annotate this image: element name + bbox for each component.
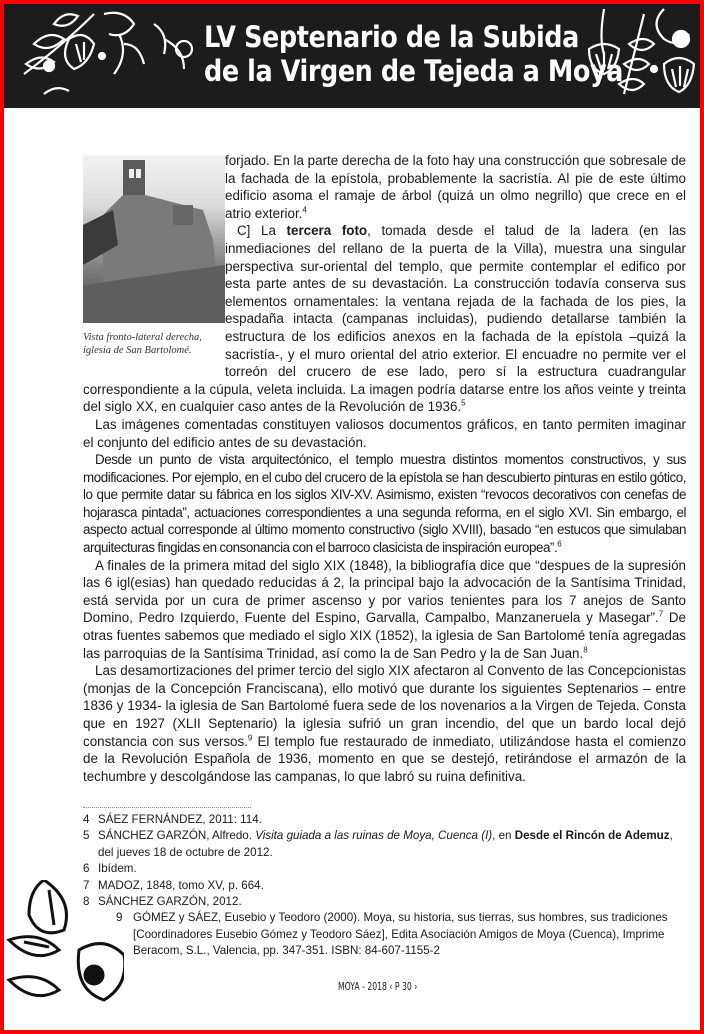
footnote-number: 8 [83, 895, 90, 909]
text-run: GÓMEZ y SÁEZ, Eusebio y Teodoro (2000). Moya, su historia, sus tierras, sus hombres, sus tradiciones [Coordinadores Eusebio Gómez y Teodoro Sáez], Edita Asociación Amigos de Moya (Cuenca), Imprime Beracom, S.L., Valencia, pp. 347-351. ISBN: 84-607-1155-2 [133, 911, 668, 958]
floral-ornament-icon [4, 880, 124, 1030]
figure-caption [83, 331, 225, 357]
church-image [83, 155, 225, 323]
footnote-number: 5 [83, 829, 90, 843]
paragraph [83, 451, 686, 557]
footnote [83, 812, 686, 828]
text-run: , en [492, 829, 515, 843]
text-run: forjado. En la parte derecha de la foto hay una construcción que sobresale de la fachada de la epístola, probablemente la sacristía. Al pie de este último edificio asoma el ramaje de árbol (quizá un olmo negrillo) que crece en el atrio exterior. [225, 153, 686, 221]
bold-text: tercera foto [286, 223, 368, 239]
text-run: A finales de la primera mitad del siglo XIX (1848), la bibliografía dice que “despues de la supresión las 6 igl(esias) han quedado reducidas á 2, la principal bajo la advocación de la Santísima Trinidad, está servida por un cura de primer ascenso y por varios tenientes para los 7 anejos de Santo Domino, Pedro Izquierdo, Fuente del Espino, Garvalla, Campalbo, Manzaneruela y Masegar”. [83, 557, 686, 626]
article-body [83, 152, 686, 785]
title-line-1: LV Septenario de la Subida [204, 20, 579, 54]
page-header-banner [4, 4, 700, 108]
text-run: Las desamortizaciones del primer tercio del siglo XIX afectaron al Convento de las Concepcionistas (monjas de la Concepción Franciscana), ello motivó que durante los siguientes Septenarios – entre 1836 y 1934- la iglesia de San Bartolomé fuera sede de los novenarios a la Virgen de Tejeda. Consta que en 1927 (XLII Septenario) la iglesia sufrió un gran incendio, del que un bardo local dejó constancia con sus versos. [83, 663, 686, 749]
text-run: , tomada desde el talud de la ladera (en las inmediaciones del rellano de la puerta de la Villa), muestra una singular perspectiva sur-oriental del templo, que permite contemplar el edifico por esta parte antes de su devastación. La construcción todavía conserva sus elementos ornamentales: la ventana rejada de la fachada de los pies, la espadaña intacta (campanas incluidas), pudiendo detallarse también la estructura de los edificios anexos en la fachada de la epístola –quizá la sacristía-, y el muro oriental del atrio exterior. El encuadre no permite ver el torreón del crucero de ese lado, pero sí la estructura cuadrangular correspondiente a la cúpula, veleta incluida. La imagen podría datarse entre los años veinte y treinta del siglo XX, en cualquier caso antes de la Revolución de 1936. [83, 223, 687, 415]
footnote-text [133, 910, 686, 959]
footnote [83, 878, 686, 894]
text-run: Las imágenes comentadas constituyen valiosos documentos gráficos, en tanto permiten imaginar el conjunto del edificio antes de su devastación. [83, 416, 686, 450]
footnote [83, 828, 686, 861]
text-run: SÁEZ FERNÁNDEZ, 2011: 114. [98, 813, 262, 826]
church-photo [83, 155, 225, 323]
footnote-text [98, 861, 137, 877]
text-run: , del jueves 18 de octubre de 2012. [98, 829, 673, 859]
footnote-ref: 7 [658, 609, 664, 619]
text-run: Ibídem. [98, 862, 137, 876]
caption-line: Vista fronto-lateral derecha, [83, 332, 202, 343]
caption-line: iglesia de San Bartolomé. [83, 345, 192, 356]
italic-text: Visita guiada a las ruinas de Moya, Cuenca (I) [255, 829, 493, 843]
footnote [83, 861, 686, 877]
footnote [83, 894, 686, 910]
text-run: Desde un punto de vista arquitectónico, el templo muestra distintos momentos constructivos, y sus modificaciones. Por ejemplo, en el cubo del crucero de la epístola se han descubierto pinturas en estilo gótico, lo que permite datar su fábrica en los siglos XIV-XV. Asimismo, existen “revocos decorativos con cenefas de hojarasca pintada”, actuaciones correspondientes a una segunda reforma, en el siglo XVI. Sin embargo, el aspecto actual corresponde al último momento constructivo (siglo XVIII), basado “en estucos que simulaban arquitecturas fingidas en consonancia con el barroco clasicista de inspiración europea”. [83, 452, 686, 556]
footnote-separator [83, 807, 251, 808]
footnote-ref: 4 [302, 205, 307, 215]
bold-text: Desde el Rincón de Ademuz [514, 829, 670, 843]
text-run: De otras fuentes sabemos que mediado el siglo XIX (1852), la iglesia de San Bartolomé tenía agregadas las parroquias de la Santísima Trinidad, así como la de San Pedro y la de San Juan. [83, 610, 686, 661]
text-run: SÁNCHEZ GARZÓN, Alfredo. [98, 829, 256, 843]
footnote [83, 910, 686, 959]
paragraph [83, 416, 686, 451]
footnote-ref: 5 [461, 398, 466, 408]
footnote-ref: 6 [557, 539, 562, 549]
text-run: SÁNCHEZ GARZÓN, 2012. [98, 895, 242, 909]
footnote-ref: 9 [247, 733, 253, 743]
footnote-text [98, 828, 686, 861]
footnote-number: 4 [83, 813, 90, 826]
text-run: C] La [237, 223, 287, 239]
page-footer: MOYA - 2018 ‹ P 30 › [338, 980, 418, 993]
footnotes [83, 812, 686, 960]
footnote-number: 7 [83, 878, 90, 892]
figure [83, 152, 225, 370]
footnote-text [98, 812, 262, 828]
footnote-number: 6 [83, 862, 90, 876]
title-line-2: de la Virgen de Tejeda a Moya [204, 54, 623, 88]
page-title [204, 20, 623, 88]
paragraph [83, 662, 686, 785]
paragraph [83, 557, 686, 663]
footnote-ref: 8 [583, 645, 588, 655]
text-run: MADOZ, 1848, tomo XV, p. 664. [98, 878, 264, 892]
text-run: El templo fue restaurado de inmediato, utilizándose hasta el comienzo de la Revolución Española de 1936, momento en que se destejó, retirándose el armazón de la techumbre y descolgándose las campanas, lo que labró su ruina definitiva. [83, 733, 686, 784]
footnote-number: 9 [116, 911, 123, 925]
